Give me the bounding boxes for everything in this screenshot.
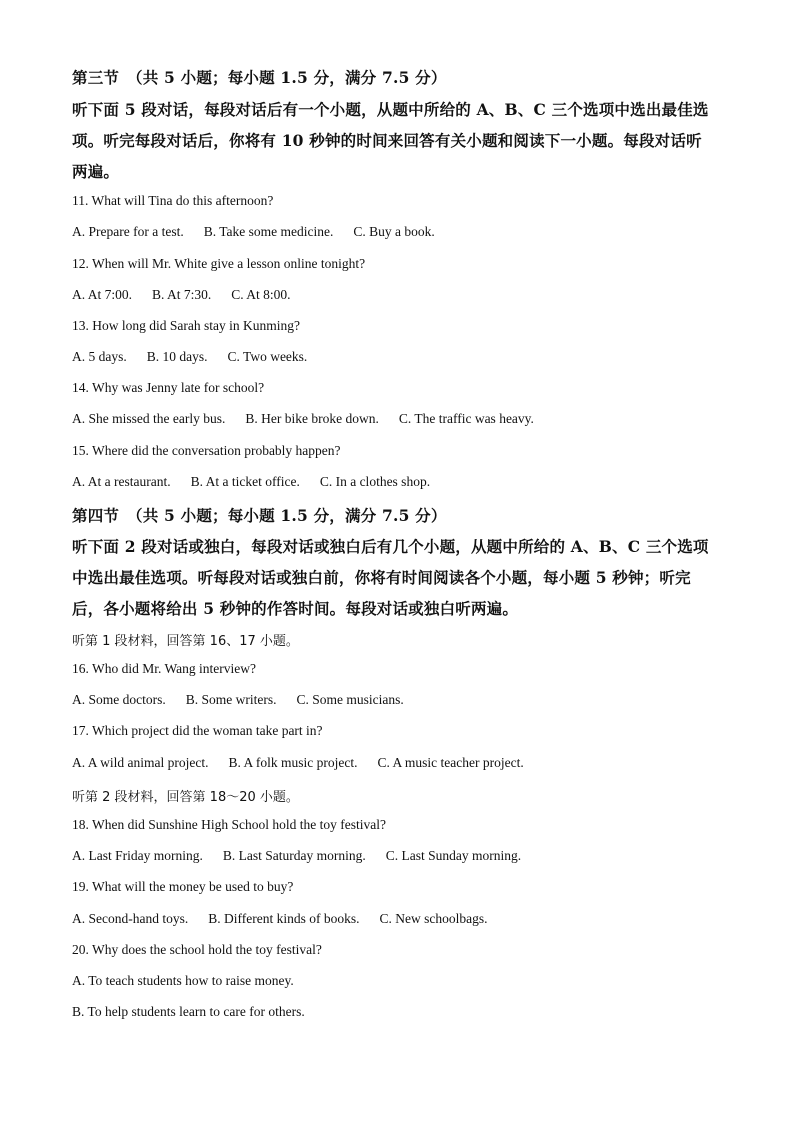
option-b: B. At 7:30. (152, 287, 212, 302)
option-b: B. 10 days. (146, 349, 208, 364)
option-c: C. At 8:00. (231, 287, 291, 302)
question-19-options (72, 911, 487, 927)
option-a: A. A wild animal project. (72, 755, 209, 770)
question-11: 11. What will Tina do this afternoon? (72, 193, 274, 208)
option-c: C. Two weeks. (227, 349, 308, 364)
question-13: 13. How long did Sarah stay in Kunming? (72, 318, 300, 333)
question-13-options (72, 349, 307, 365)
section-3-heading: 第三节 （共 5 小题；每小题 1.5 分，满分 7.5 分） (72, 68, 447, 87)
question-16: 16. Who did Mr. Wang interview? (72, 661, 257, 676)
question-12-options (72, 287, 291, 303)
option-b: B. Take some medicine. (203, 224, 334, 239)
section-3-instruction-line: 项。听完每段对话后，你将有 10 秒钟的时间来回答有关小题和阅读下一小题。每段对话听 (72, 131, 702, 150)
option-c: C. The traffic was heavy. (398, 411, 534, 426)
option-c: C. New schoolbags. (379, 911, 488, 926)
question-17-options (72, 755, 524, 771)
question-15: 15. Where did the conversation probably happen? (72, 443, 341, 458)
option-c: C. Buy a book. (353, 224, 435, 239)
material-1-note: 听第 1 段材料，回答第 16、17 小题。 (72, 634, 299, 649)
option-a: A. Prepare for a test. (72, 224, 184, 239)
option-a: A. She missed the early bus. (72, 411, 226, 426)
option-b: B. A folk music project. (228, 755, 358, 770)
option-a: A. At a restaurant. (72, 474, 171, 489)
option-c: C. In a clothes shop. (319, 474, 431, 489)
option-a: A. 5 days. (72, 349, 127, 364)
section-3-instruction-line: 听下面 5 段对话，每段对话后有一个小题，从题中所给的 A、B、C 三个选项中选出最佳选 (72, 100, 709, 119)
question-11-options (72, 224, 435, 240)
question-17: 17. Which project did the woman take part in? (72, 723, 323, 738)
option-b: B. Different kinds of books. (208, 911, 360, 926)
question-14: 14. Why was Jenny late for school? (72, 380, 265, 395)
section-4-instruction-line: 听下面 2 段对话或独白，每段对话或独白后有几个小题，从题中所给的 A、B、C 三个选项 (72, 537, 709, 556)
question-14-options (72, 411, 534, 427)
question-18-options (72, 848, 521, 864)
question-12: 12. When will Mr. White give a lesson online tonight? (72, 256, 366, 271)
question-20-option-b: B. To help students learn to care for others. (72, 1004, 305, 1019)
section-4-instruction-line: 中选出最佳选项。听每段对话或独白前，你将有时间阅读各个小题，每小题 5 秒钟；听完 (72, 568, 691, 587)
section-4-instruction-line: 后，各小题将给出 5 秒钟的作答时间。每段对话或独白听两遍。 (72, 599, 519, 618)
question-20-option-a: A. To teach students how to raise money. (72, 973, 294, 988)
option-b: B. Some writers. (185, 692, 277, 707)
option-a: A. Some doctors. (72, 692, 166, 707)
section-4-heading: 第四节 （共 5 小题；每小题 1.5 分，满分 7.5 分） (72, 506, 447, 525)
question-15-options (72, 474, 430, 490)
option-c: C. A music teacher project. (377, 755, 524, 770)
option-a: A. Last Friday morning. (72, 848, 203, 863)
option-c: C. Last Sunday morning. (385, 848, 522, 863)
option-c: C. Some musicians. (296, 692, 404, 707)
question-19: 19. What will the money be used to buy? (72, 879, 294, 894)
section-3-instruction-line: 两遍。 (72, 162, 120, 181)
option-a: A. Second-hand toys. (72, 911, 189, 926)
question-16-options (72, 692, 404, 708)
option-b: B. Her bike broke down. (245, 411, 379, 426)
question-18: 18. When did Sunshine High School hold the toy festival? (72, 817, 386, 832)
option-a: A. At 7:00. (72, 287, 133, 302)
option-b: B. Last Saturday morning. (222, 848, 366, 863)
question-20: 20. Why does the school hold the toy festival? (72, 942, 322, 957)
option-b: B. At a ticket office. (190, 474, 300, 489)
material-2-note: 听第 2 段材料，回答第 18～20 小题。 (72, 790, 299, 805)
